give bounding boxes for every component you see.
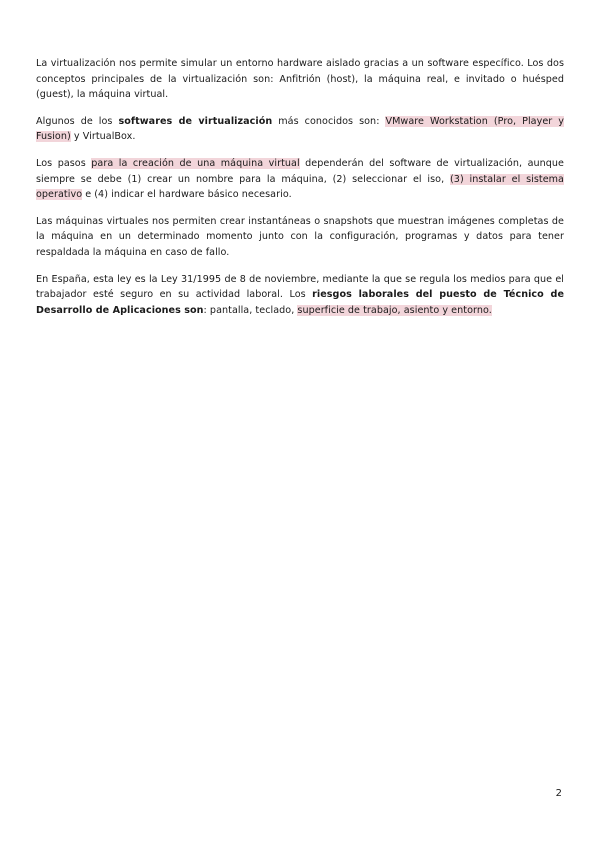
text: : pantalla, teclado, (203, 304, 298, 316)
text: dependerán del software de virtualización, aunque siempre se debe (1) crear un nombre para la máquina, (2) seleccionar el iso, (36, 157, 564, 185)
paragraph-snapshots (36, 214, 564, 261)
paragraph-creation-steps (36, 156, 564, 203)
bold-term: softwares de virtualización (118, 115, 273, 127)
bold-term: riesgos laborales del puesto de Técnico de Desarrollo de Aplicaciones son (36, 289, 564, 316)
document-body (36, 56, 564, 329)
text: e (4) indicar el hardware básico necesario. (82, 189, 292, 201)
text: Las máquinas virtuales nos permiten crear instantáneas o snapshots que muestran imágenes completas de la máquina en un determinado momento junto con la configuración, programas y datos para tener respaldada la máquina en caso de fallo. (36, 215, 564, 258)
text: Algunos de los (36, 115, 119, 127)
paragraph-labor-risks (36, 272, 564, 319)
page-number: 2 (555, 788, 562, 799)
text: La virtualización nos permite simular un entorno hardware aislado gracias a un software específico. Los dos conceptos principales de la virtualización son: Anfitrión (host), la máquina real, e invitado o huésped (guest), la máquina virtual. (36, 58, 564, 101)
highlighted-text: superficie de trabajo, asiento y entorno. (297, 304, 492, 316)
paragraph-virtualization-intro (36, 56, 564, 103)
text: En España, esta ley es la Ley 31/1995 de 8 de noviembre, mediante la que se regula los medios para que el trabajador esté seguro en su actividad laboral. Los (36, 273, 564, 301)
highlighted-text: (3) instalar el sistema operativo (36, 173, 564, 201)
text: más conocidos son: (272, 115, 386, 127)
text: Los pasos (36, 157, 92, 169)
highlighted-text: para la creación de una máquina virtual (91, 157, 300, 169)
paragraph-virtualization-software (36, 114, 564, 145)
text: y VirtualBox. (70, 131, 136, 143)
highlighted-text: VMware Workstation (Pro, Player y Fusion) (36, 115, 565, 143)
